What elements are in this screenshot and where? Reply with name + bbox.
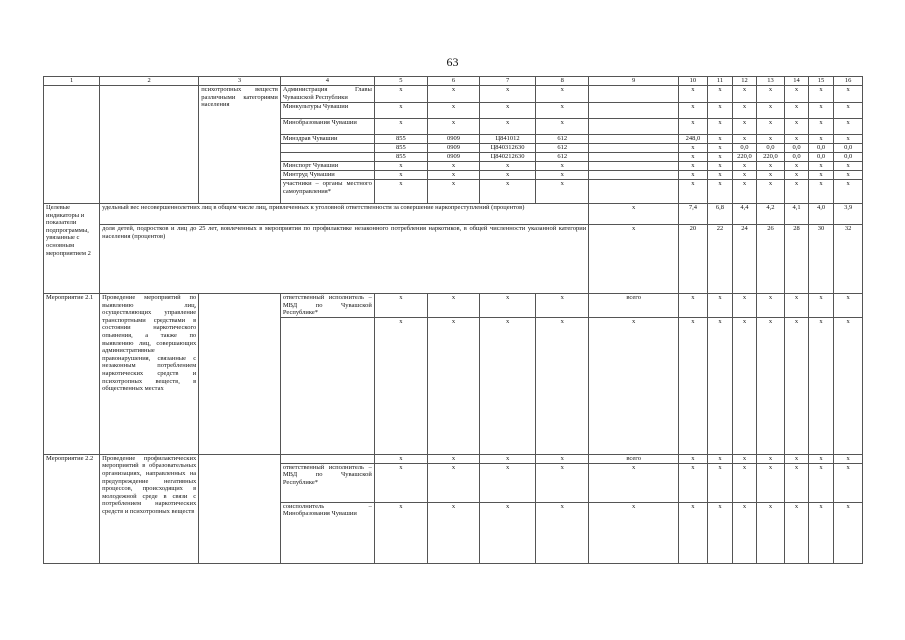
value-cell: x xyxy=(733,135,756,144)
value-cell: 0,0 xyxy=(808,153,834,162)
measure-label: Мероприятие 2.1 xyxy=(44,294,100,455)
executor-cell xyxy=(280,144,374,153)
value-cell: x xyxy=(733,294,756,318)
value-cell xyxy=(589,153,679,162)
value-cell: x xyxy=(733,119,756,135)
value-cell xyxy=(589,135,679,144)
value-cell: x xyxy=(733,180,756,204)
page-number: 63 xyxy=(446,55,459,69)
value-cell: x xyxy=(679,162,708,171)
value-cell: x xyxy=(707,103,733,119)
value-cell: x xyxy=(756,162,785,171)
value-cell: x xyxy=(374,119,427,135)
value-cell: x xyxy=(834,86,863,103)
value-cell: x xyxy=(733,317,756,454)
value-cell: x xyxy=(834,294,863,318)
value-cell: x xyxy=(707,162,733,171)
value-cell: x xyxy=(808,135,834,144)
continuation-cell xyxy=(100,86,199,204)
value-cell: x xyxy=(756,119,785,135)
value-cell: x xyxy=(785,463,808,502)
value-cell: x xyxy=(707,180,733,204)
value-cell: x xyxy=(679,153,708,162)
indicators-label: Целевые индикаторы и показатели подпрограммы, увязанные с основным мероприятием 2 xyxy=(44,204,100,294)
executor-cell: Минспорт Чувашии xyxy=(280,162,374,171)
value-cell: x xyxy=(536,463,589,502)
value-cell: 0,0 xyxy=(733,144,756,153)
value-cell: x xyxy=(834,180,863,204)
header-row xyxy=(44,77,863,86)
value-cell: x xyxy=(679,294,708,318)
value-cell: x xyxy=(589,317,679,454)
value-cell: x xyxy=(834,103,863,119)
value-cell: x xyxy=(834,317,863,454)
value-cell: x xyxy=(834,171,863,180)
value-cell: x xyxy=(785,119,808,135)
value-cell: x xyxy=(427,454,479,463)
value-cell xyxy=(589,144,679,153)
value-cell: x xyxy=(785,317,808,454)
value-cell: x xyxy=(536,454,589,463)
value-cell: x xyxy=(679,502,708,563)
value-cell: x xyxy=(679,180,708,204)
value-cell: 28 xyxy=(785,225,808,294)
value-cell: x xyxy=(374,162,427,171)
executor-cell xyxy=(280,153,374,162)
value-cell: x xyxy=(785,454,808,463)
value-cell: x xyxy=(480,180,536,204)
value-cell: x xyxy=(374,502,427,563)
column-number-header: 7 xyxy=(480,77,536,86)
value-cell: x xyxy=(427,180,479,204)
value-cell: x xyxy=(480,463,536,502)
value-cell: x xyxy=(374,454,427,463)
value-cell: x xyxy=(834,162,863,171)
executor-cell: Минздрав Чувашии xyxy=(280,135,374,144)
value-cell xyxy=(589,162,679,171)
value-cell: 4,2 xyxy=(756,204,785,225)
value-cell: x xyxy=(536,103,589,119)
value-cell: x xyxy=(808,171,834,180)
value-cell: x xyxy=(808,463,834,502)
value-cell: x xyxy=(785,162,808,171)
value-cell: x xyxy=(808,86,834,103)
measure-row xyxy=(44,454,863,463)
value-cell: x xyxy=(707,502,733,563)
value-cell: x xyxy=(679,454,708,463)
value-cell: x xyxy=(707,454,733,463)
column-number-header: 9 xyxy=(589,77,679,86)
value-cell: x xyxy=(427,294,479,318)
program-table xyxy=(43,76,863,564)
value-cell: 855 xyxy=(374,153,427,162)
value-cell: x xyxy=(785,294,808,318)
value-cell xyxy=(589,103,679,119)
executor-cell: Администрация Главы Чувашской Республики xyxy=(280,86,374,103)
value-cell: x xyxy=(756,454,785,463)
value-cell: x xyxy=(480,162,536,171)
value-cell: x xyxy=(756,317,785,454)
value-cell: 20 xyxy=(679,225,708,294)
executor-row xyxy=(44,86,863,103)
value-cell: 0909 xyxy=(427,135,479,144)
value-cell: x xyxy=(427,171,479,180)
value-cell: 612 xyxy=(536,135,589,144)
executor-cell xyxy=(280,317,374,454)
empty-cell xyxy=(199,454,281,563)
value-cell: x xyxy=(756,135,785,144)
value-cell: x xyxy=(834,463,863,502)
value-cell: x xyxy=(374,294,427,318)
value-cell: x xyxy=(707,171,733,180)
value-cell: x xyxy=(785,502,808,563)
value-cell: Ц840312630 xyxy=(480,144,536,153)
executor-cell: Минобразования Чувашии xyxy=(280,119,374,135)
value-cell: x xyxy=(480,502,536,563)
column-number-header: 12 xyxy=(733,77,756,86)
executor-cell: ответственный исполнитель – МВД по Чувашской Республике* xyxy=(280,463,374,502)
value-cell xyxy=(589,86,679,103)
executor-cell: Минкультуры Чувашии xyxy=(280,103,374,119)
column-number-header: 2 xyxy=(100,77,199,86)
value-cell: x xyxy=(679,119,708,135)
executor-cell: Минтруд Чувашии xyxy=(280,171,374,180)
value-cell: 0,0 xyxy=(834,144,863,153)
value-cell: x xyxy=(808,162,834,171)
value-cell: 0,0 xyxy=(834,153,863,162)
value-cell: x xyxy=(536,180,589,204)
value-cell: x xyxy=(589,225,679,294)
value-cell: x xyxy=(785,135,808,144)
value-cell: x xyxy=(834,119,863,135)
value-cell: 26 xyxy=(756,225,785,294)
column-number-header: 1 xyxy=(44,77,100,86)
executor-cell xyxy=(280,454,374,463)
value-cell: x xyxy=(756,294,785,318)
column-number-header: 15 xyxy=(808,77,834,86)
value-cell: x xyxy=(756,86,785,103)
value-cell: 30 xyxy=(808,225,834,294)
column-number-header: 8 xyxy=(536,77,589,86)
value-cell: x xyxy=(707,144,733,153)
value-cell: x xyxy=(374,86,427,103)
value-cell: x xyxy=(756,171,785,180)
column-number-header: 16 xyxy=(834,77,863,86)
value-cell: 6,8 xyxy=(707,204,733,225)
value-cell: x xyxy=(834,454,863,463)
value-cell: 4,4 xyxy=(733,204,756,225)
task-description: психотропных веществ различными категориями населения xyxy=(199,86,281,204)
value-cell: x xyxy=(834,135,863,144)
continuation-cell xyxy=(44,86,100,204)
value-cell: x xyxy=(785,180,808,204)
value-cell xyxy=(589,180,679,204)
value-cell: x xyxy=(733,454,756,463)
value-cell: x xyxy=(480,86,536,103)
value-cell: x xyxy=(756,463,785,502)
value-cell: x xyxy=(536,162,589,171)
empty-cell xyxy=(199,294,281,455)
indicator-text: удельный вес несовершеннолетних лиц в общем числе лиц, привлеченных к уголовной ответственности за совершение наркопреступлений (процентов) xyxy=(100,204,589,225)
value-cell: x xyxy=(374,103,427,119)
executor-cell: соисполнитель – Минобразования Чувашии xyxy=(280,502,374,563)
value-cell: x xyxy=(427,317,479,454)
column-number-header: 4 xyxy=(280,77,374,86)
column-number-header: 14 xyxy=(785,77,808,86)
value-cell: 24 xyxy=(733,225,756,294)
value-cell: x xyxy=(374,180,427,204)
value-cell: x xyxy=(785,171,808,180)
value-cell: 0,0 xyxy=(785,153,808,162)
value-cell: x xyxy=(480,454,536,463)
measure-description: Проведение профилактических мероприятий в образовательных организациях, направленных на предупреждение негативных процессов, происходящих в молодежной среде в связи с потреблением наркотических средств и психотропных веществ xyxy=(100,454,199,563)
value-cell: x xyxy=(808,180,834,204)
value-cell: x xyxy=(808,502,834,563)
measure-row xyxy=(44,294,863,318)
value-cell: x xyxy=(480,119,536,135)
value-cell: 0909 xyxy=(427,153,479,162)
column-number-header: 10 xyxy=(679,77,708,86)
value-cell: 32 xyxy=(834,225,863,294)
value-cell: x xyxy=(808,119,834,135)
value-cell: 248,0 xyxy=(679,135,708,144)
value-cell: x xyxy=(589,463,679,502)
value-cell: x xyxy=(785,86,808,103)
value-cell: x xyxy=(679,144,708,153)
value-cell: x xyxy=(374,171,427,180)
value-cell: x xyxy=(374,463,427,502)
column-number-header: 13 xyxy=(756,77,785,86)
value-cell: всего xyxy=(589,294,679,318)
value-cell: x xyxy=(679,86,708,103)
value-cell: x xyxy=(733,463,756,502)
measure-description: Проведение мероприятий по выявлению лиц, осуществляющих управление транспортными средствами в состоянии наркотического опьянения, а также по выявлению лиц, совершающих административные правонарушения, связанные с незаконным потреблением наркотических средств и психотропных веществ, в общественных местах xyxy=(100,294,199,455)
value-cell: x xyxy=(733,103,756,119)
value-cell: 0,0 xyxy=(756,144,785,153)
value-cell: x xyxy=(756,180,785,204)
value-cell: x xyxy=(707,153,733,162)
value-cell: x xyxy=(480,103,536,119)
value-cell: 7,4 xyxy=(679,204,708,225)
value-cell: x xyxy=(536,86,589,103)
value-cell: 0909 xyxy=(427,144,479,153)
value-cell: Ц840212630 xyxy=(480,153,536,162)
value-cell: x xyxy=(679,103,708,119)
value-cell: x xyxy=(536,317,589,454)
value-cell: x xyxy=(707,86,733,103)
value-cell: 0,0 xyxy=(785,144,808,153)
value-cell: x xyxy=(808,317,834,454)
value-cell: 22 xyxy=(707,225,733,294)
value-cell: x xyxy=(536,294,589,318)
value-cell: x xyxy=(707,294,733,318)
value-cell: 612 xyxy=(536,144,589,153)
value-cell: 4,1 xyxy=(785,204,808,225)
value-cell: x xyxy=(733,86,756,103)
value-cell: 855 xyxy=(374,135,427,144)
column-number-header: 11 xyxy=(707,77,733,86)
value-cell: x xyxy=(808,294,834,318)
value-cell: x xyxy=(427,502,479,563)
value-cell: x xyxy=(733,171,756,180)
value-cell: x xyxy=(679,317,708,454)
column-number-header: 6 xyxy=(427,77,479,86)
value-cell: x xyxy=(679,463,708,502)
value-cell: x xyxy=(707,135,733,144)
value-cell: x xyxy=(427,463,479,502)
value-cell: x xyxy=(756,103,785,119)
value-cell: x xyxy=(808,103,834,119)
value-cell: 220,0 xyxy=(733,153,756,162)
value-cell: x xyxy=(733,162,756,171)
value-cell: всего xyxy=(589,454,679,463)
value-cell: 4,0 xyxy=(808,204,834,225)
indicator-text: доля детей, подростков и лиц до 25 лет, вовлеченных в мероприятия по профилактике незаконного потребления наркотиков, в общей численности указанной категории населения (процентов) xyxy=(100,225,589,294)
value-cell: x xyxy=(536,171,589,180)
value-cell: x xyxy=(480,317,536,454)
value-cell: x xyxy=(589,204,679,225)
value-cell: x xyxy=(427,162,479,171)
measure-label: Мероприятие 2.2 xyxy=(44,454,100,563)
value-cell xyxy=(589,119,679,135)
value-cell: x xyxy=(589,502,679,563)
value-cell: x xyxy=(808,454,834,463)
value-cell: x xyxy=(756,502,785,563)
column-number-header: 3 xyxy=(199,77,281,86)
value-cell: 220,0 xyxy=(756,153,785,162)
value-cell: 855 xyxy=(374,144,427,153)
value-cell: 3,9 xyxy=(834,204,863,225)
value-cell: x xyxy=(480,171,536,180)
value-cell: x xyxy=(374,317,427,454)
executor-cell: участники – органы местного самоуправления* xyxy=(280,180,374,204)
value-cell: 612 xyxy=(536,153,589,162)
value-cell: x xyxy=(733,502,756,563)
value-cell: x xyxy=(785,103,808,119)
value-cell: x xyxy=(427,103,479,119)
value-cell: x xyxy=(536,119,589,135)
executor-cell: ответственный исполнитель – МВД по Чувашской Республике* xyxy=(280,294,374,318)
value-cell: 0,0 xyxy=(808,144,834,153)
value-cell: x xyxy=(427,86,479,103)
value-cell: x xyxy=(427,119,479,135)
indicator-row xyxy=(44,225,863,294)
value-cell: x xyxy=(707,119,733,135)
value-cell: x xyxy=(536,502,589,563)
value-cell xyxy=(589,171,679,180)
value-cell: x xyxy=(679,171,708,180)
value-cell: x xyxy=(480,294,536,318)
column-number-header: 5 xyxy=(374,77,427,86)
value-cell: Ц841012 xyxy=(480,135,536,144)
value-cell: x xyxy=(707,317,733,454)
value-cell: x xyxy=(834,502,863,563)
value-cell: x xyxy=(707,463,733,502)
indicator-row xyxy=(44,204,863,225)
